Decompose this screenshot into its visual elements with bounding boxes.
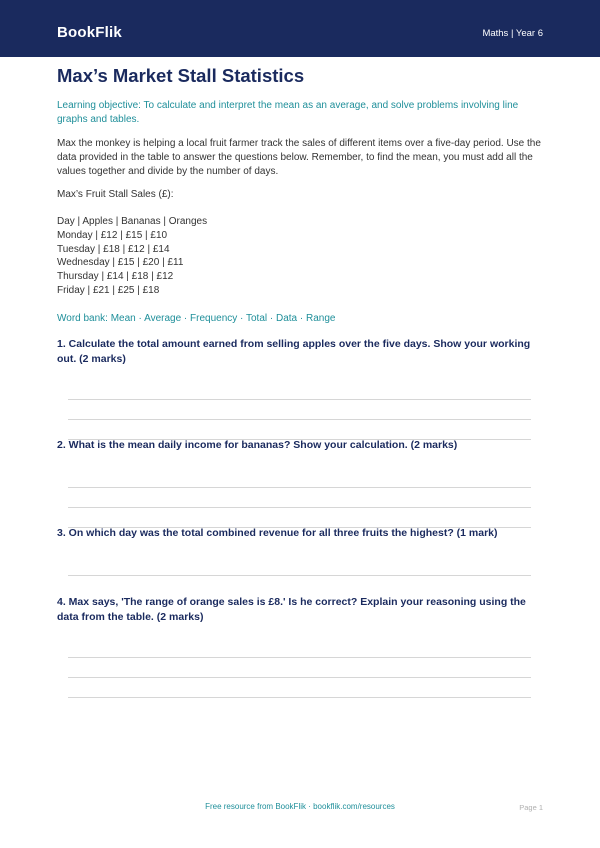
answer-line-q4-2[interactable] <box>68 677 531 678</box>
answer-line-q4-3[interactable] <box>68 697 531 698</box>
header-bar <box>0 0 600 57</box>
question-3: 3. On which day was the total combined revenue for all three fruits the highest? (1 mark) <box>57 527 498 539</box>
page-title: Max’s Market Stall Statistics <box>57 65 305 86</box>
answer-line-q4-1[interactable] <box>68 657 531 658</box>
footer-credit[interactable]: Free resource from BookFlik · bookflik.com/resources <box>205 802 395 811</box>
table-row-friday: Friday | £21 | £25 | £18 <box>57 284 160 296</box>
question-4: 4. Max says, 'The range of orange sales is £8.' Is he correct? Explain your reasoning using the data from the table. (2 marks) <box>57 596 526 623</box>
answer-line-q2-2[interactable] <box>68 507 531 508</box>
table-header-row: Day | Apples | Bananas | Oranges <box>57 216 208 227</box>
answer-line-q3-1[interactable] <box>68 575 531 576</box>
table-row-tuesday: Tuesday | £18 | £12 | £14 <box>57 243 170 255</box>
word-bank: Word bank: Mean · Average · Frequency · Total · Data · Range <box>57 312 336 324</box>
table-row-monday: Monday | £12 | £15 | £10 <box>57 229 168 241</box>
worksheet-intro <box>57 64 543 326</box>
answer-line-q1-1[interactable] <box>68 399 531 400</box>
table-title: Max’s Fruit Stall Sales (£): <box>57 189 174 200</box>
answer-line-q2-1[interactable] <box>68 487 531 488</box>
sales-table <box>57 215 543 298</box>
learning-objective: Learning objective: To calculate and interpret the mean as an average, and solve problems involving line graphs and tables. <box>57 100 519 125</box>
subject-label: Maths | Year 6 <box>482 28 543 39</box>
page-number: Page 1 <box>519 803 543 812</box>
intro-paragraph: Max the monkey is helping a local fruit farmer track the sales of different items over a five-day period. Use the data provided in the table to answer the questions below. Remember, to find the mean, you must add all the values together and divide by the number of days. <box>57 138 541 177</box>
answer-line-q1-2[interactable] <box>68 419 531 420</box>
brand-logo[interactable]: BookFlik <box>57 24 122 41</box>
question-1: 1. Calculate the total amount earned from selling apples over the five days. Show your working out. (2 marks) <box>57 338 531 365</box>
table-row-thursday: Thursday | £14 | £18 | £12 <box>57 271 174 283</box>
question-2: 2. What is the mean daily income for bananas? Show your calculation. (2 marks) <box>57 439 458 451</box>
table-row-wednesday: Wednesday | £15 | £20 | £11 <box>57 257 184 269</box>
